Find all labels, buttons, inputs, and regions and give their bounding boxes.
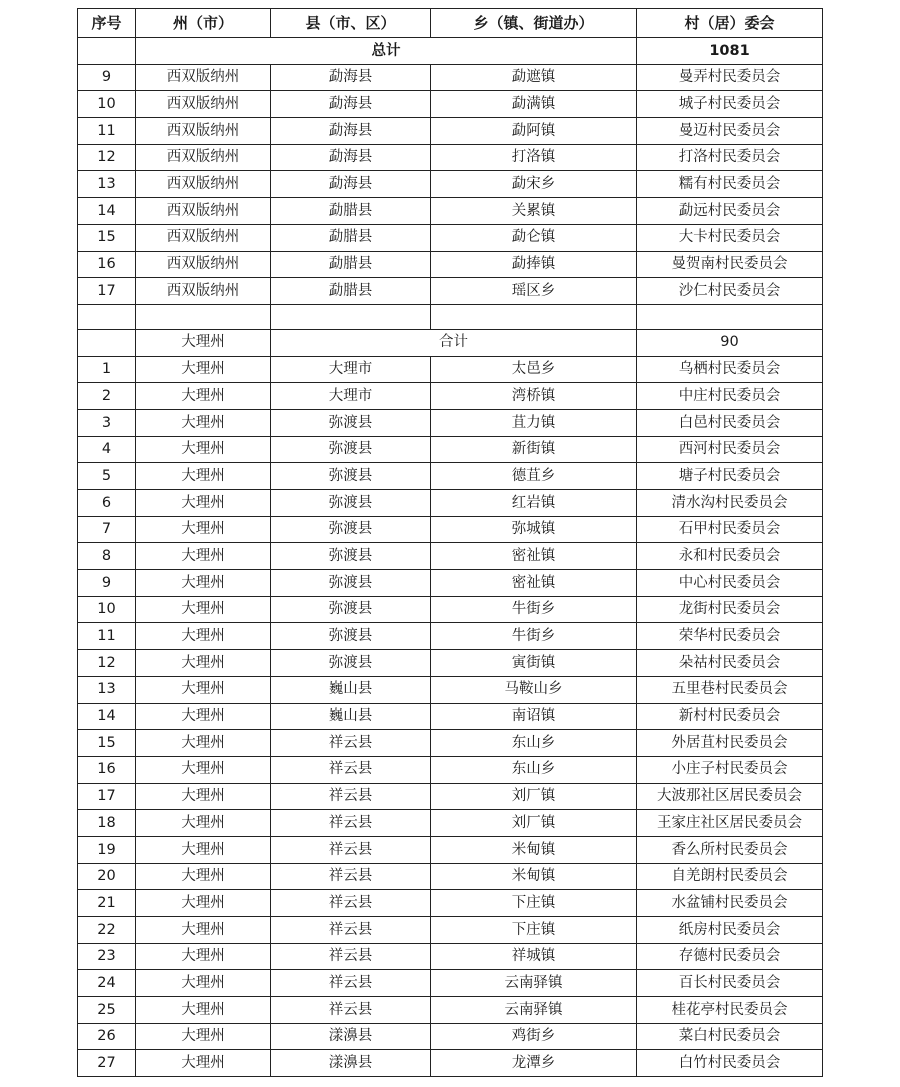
cell-county: 祥云县 (271, 836, 431, 863)
cell-township: 打洛镇 (431, 144, 637, 171)
cell-county: 祥云县 (271, 970, 431, 997)
cell-township: 新街镇 (431, 436, 637, 463)
cell-committee: 糯有村民委员会 (637, 171, 823, 198)
cell-prefecture: 大理州 (136, 703, 271, 730)
cell-prefecture: 大理州 (136, 409, 271, 436)
subtotal-value: 90 (637, 329, 823, 356)
cell-township: 鸡街乡 (431, 1023, 637, 1050)
cell-prefecture: 大理州 (136, 863, 271, 890)
table-row (78, 91, 823, 118)
cell-prefecture: 大理州 (136, 490, 271, 517)
table-row (78, 596, 823, 623)
cell-township: 勐遮镇 (431, 64, 637, 91)
table-row (78, 516, 823, 543)
table-row (78, 863, 823, 890)
table-row (78, 198, 823, 225)
cell-index: 9 (78, 570, 136, 597)
cell-committee: 打洛村民委员会 (637, 144, 823, 171)
cell-county: 大理市 (271, 356, 431, 383)
cell-index: 14 (78, 703, 136, 730)
table-row (78, 676, 823, 703)
table-row (78, 144, 823, 171)
cell-committee: 白邑村民委员会 (637, 409, 823, 436)
cell-committee: 小庄子村民委员会 (637, 756, 823, 783)
cell-prefecture: 大理州 (136, 836, 271, 863)
cell-index: 25 (78, 997, 136, 1024)
cell-committee: 朵祜村民委员会 (637, 650, 823, 677)
cell-index: 18 (78, 810, 136, 837)
cell-county: 勐海县 (271, 64, 431, 91)
grand-total-value: 1081 (637, 38, 823, 65)
cell-committee: 白竹村民委员会 (637, 1050, 823, 1077)
cell-index: 19 (78, 836, 136, 863)
cell-county: 弥渡县 (271, 596, 431, 623)
table-row (78, 436, 823, 463)
cell-committee: 纸房村民委员会 (637, 917, 823, 944)
table-row (78, 997, 823, 1024)
table-row (78, 356, 823, 383)
cell-committee: 百长村民委员会 (637, 970, 823, 997)
cell-county: 弥渡县 (271, 623, 431, 650)
blank-cell (431, 304, 637, 329)
cell-county: 勐海县 (271, 91, 431, 118)
cell-prefecture: 大理州 (136, 650, 271, 677)
table-row (78, 463, 823, 490)
cell-index: 11 (78, 623, 136, 650)
cell-index: 5 (78, 463, 136, 490)
header-county: 县（市、区） (271, 9, 431, 38)
cell-prefecture: 西双版纳州 (136, 198, 271, 225)
cell-index: 20 (78, 863, 136, 890)
cell-county: 大理市 (271, 383, 431, 410)
cell-prefecture: 大理州 (136, 516, 271, 543)
cell-township: 勐宋乡 (431, 171, 637, 198)
cell-township: 米甸镇 (431, 863, 637, 890)
cell-committee: 香么所村民委员会 (637, 836, 823, 863)
header-prefecture: 州（市） (136, 9, 271, 38)
cell-township: 祥城镇 (431, 943, 637, 970)
cell-index: 12 (78, 650, 136, 677)
cell-committee: 乌栖村民委员会 (637, 356, 823, 383)
cell-county: 勐腊县 (271, 224, 431, 251)
grand-total-row (78, 38, 823, 65)
cell-prefecture: 西双版纳州 (136, 278, 271, 305)
subtotal-label: 合计 (271, 329, 637, 356)
cell-county: 祥云县 (271, 756, 431, 783)
cell-county: 弥渡县 (271, 436, 431, 463)
cell-township: 密祉镇 (431, 543, 637, 570)
table-row (78, 756, 823, 783)
cell-prefecture: 大理州 (136, 783, 271, 810)
cell-committee: 永和村民委员会 (637, 543, 823, 570)
cell-township: 刘厂镇 (431, 783, 637, 810)
cell-township: 米甸镇 (431, 836, 637, 863)
cell-index: 12 (78, 144, 136, 171)
blank-cell (136, 304, 271, 329)
cell-prefecture: 大理州 (136, 917, 271, 944)
cell-prefecture: 西双版纳州 (136, 118, 271, 145)
cell-county: 勐海县 (271, 144, 431, 171)
blank-cell (78, 304, 136, 329)
cell-township: 龙潭乡 (431, 1050, 637, 1077)
cell-committee: 西河村民委员会 (637, 436, 823, 463)
cell-committee: 曼弄村民委员会 (637, 64, 823, 91)
cell-prefecture: 大理州 (136, 463, 271, 490)
cell-index: 6 (78, 490, 136, 517)
cell-index: 7 (78, 516, 136, 543)
cell-prefecture: 大理州 (136, 730, 271, 757)
table-row (78, 570, 823, 597)
cell-county: 勐海县 (271, 118, 431, 145)
cell-township: 牛街乡 (431, 623, 637, 650)
cell-township: 湾桥镇 (431, 383, 637, 410)
cell-prefecture: 大理州 (136, 756, 271, 783)
cell-county: 祥云县 (271, 863, 431, 890)
cell-committee: 新村村民委员会 (637, 703, 823, 730)
cell-index: 17 (78, 783, 136, 810)
cell-county: 漾濞县 (271, 1023, 431, 1050)
grand-total-label: 总计 (136, 38, 637, 65)
table-row (78, 836, 823, 863)
cell-township: 东山乡 (431, 730, 637, 757)
table-row (78, 64, 823, 91)
table-row (78, 409, 823, 436)
cell-index: 13 (78, 171, 136, 198)
cell-prefecture: 西双版纳州 (136, 91, 271, 118)
cell-county: 祥云县 (271, 730, 431, 757)
table-row (78, 278, 823, 305)
cell-county: 巍山县 (271, 703, 431, 730)
cell-township: 弥城镇 (431, 516, 637, 543)
table-row (78, 1050, 823, 1077)
cell-committee: 五里巷村民委员会 (637, 676, 823, 703)
table-row (78, 730, 823, 757)
cell-county: 勐腊县 (271, 251, 431, 278)
cell-index: 15 (78, 730, 136, 757)
cell-committee: 勐远村民委员会 (637, 198, 823, 225)
cell-committee: 菜白村民委员会 (637, 1023, 823, 1050)
cell-prefecture: 大理州 (136, 436, 271, 463)
table-body (78, 38, 823, 1077)
cell-index: 14 (78, 198, 136, 225)
cell-township: 马鞍山乡 (431, 676, 637, 703)
table-row (78, 917, 823, 944)
cell-prefecture: 大理州 (136, 356, 271, 383)
subtotal-prefecture: 大理州 (136, 329, 271, 356)
table-row (78, 118, 823, 145)
cell-index: 16 (78, 756, 136, 783)
cell-prefecture: 西双版纳州 (136, 64, 271, 91)
table-row (78, 890, 823, 917)
table-row (78, 490, 823, 517)
cell-index: 15 (78, 224, 136, 251)
cell-prefecture: 大理州 (136, 570, 271, 597)
cell-prefecture: 大理州 (136, 890, 271, 917)
cell-prefecture: 西双版纳州 (136, 171, 271, 198)
cell-county: 勐腊县 (271, 198, 431, 225)
cell-index: 23 (78, 943, 136, 970)
cell-prefecture: 大理州 (136, 543, 271, 570)
cell-township: 勐仑镇 (431, 224, 637, 251)
cell-prefecture: 大理州 (136, 970, 271, 997)
table-header (78, 9, 823, 38)
cell-prefecture: 大理州 (136, 810, 271, 837)
cell-committee: 水盆铺村民委员会 (637, 890, 823, 917)
cell-committee: 沙仁村民委员会 (637, 278, 823, 305)
header-committee: 村（居）委会 (637, 9, 823, 38)
cell-county: 弥渡县 (271, 409, 431, 436)
cell-committee: 石甲村民委员会 (637, 516, 823, 543)
header-row (78, 9, 823, 38)
cell-committee: 自羌朗村民委员会 (637, 863, 823, 890)
cell-township: 太邑乡 (431, 356, 637, 383)
cell-index: 24 (78, 970, 136, 997)
cell-index: 2 (78, 383, 136, 410)
table-row (78, 703, 823, 730)
cell-prefecture: 大理州 (136, 997, 271, 1024)
cell-committee: 曼贺南村民委员会 (637, 251, 823, 278)
cell-prefecture: 西双版纳州 (136, 251, 271, 278)
cell-index: 27 (78, 1050, 136, 1077)
subtotal-row (78, 329, 823, 356)
cell-prefecture: 大理州 (136, 1050, 271, 1077)
cell-prefecture: 大理州 (136, 943, 271, 970)
cell-prefecture: 大理州 (136, 676, 271, 703)
cell-township: 密祉镇 (431, 570, 637, 597)
cell-index: 3 (78, 409, 136, 436)
cell-index: 22 (78, 917, 136, 944)
cell-township: 牛街乡 (431, 596, 637, 623)
total-spacer (78, 38, 136, 65)
table-row (78, 623, 823, 650)
cell-committee: 清水沟村民委员会 (637, 490, 823, 517)
cell-township: 勐捧镇 (431, 251, 637, 278)
cell-index: 26 (78, 1023, 136, 1050)
cell-township: 云南驿镇 (431, 997, 637, 1024)
cell-township: 瑶区乡 (431, 278, 637, 305)
blank-separator-row (78, 304, 823, 329)
cell-prefecture: 西双版纳州 (136, 144, 271, 171)
table-row (78, 650, 823, 677)
cell-index: 1 (78, 356, 136, 383)
cell-township: 云南驿镇 (431, 970, 637, 997)
table-row (78, 943, 823, 970)
cell-township: 红岩镇 (431, 490, 637, 517)
cell-index: 8 (78, 543, 136, 570)
cell-committee: 中庄村民委员会 (637, 383, 823, 410)
table-row (78, 1023, 823, 1050)
cell-township: 关累镇 (431, 198, 637, 225)
header-index: 序号 (78, 9, 136, 38)
cell-township: 下庄镇 (431, 890, 637, 917)
village-committee-table (77, 8, 823, 1077)
cell-prefecture: 大理州 (136, 623, 271, 650)
cell-committee: 中心村民委员会 (637, 570, 823, 597)
cell-county: 祥云县 (271, 810, 431, 837)
cell-index: 21 (78, 890, 136, 917)
table-row (78, 970, 823, 997)
table-row (78, 543, 823, 570)
cell-county: 祥云县 (271, 943, 431, 970)
cell-county: 祥云县 (271, 890, 431, 917)
table-row (78, 224, 823, 251)
cell-prefecture: 大理州 (136, 383, 271, 410)
cell-committee: 大卡村民委员会 (637, 224, 823, 251)
blank-cell (271, 304, 431, 329)
cell-county: 弥渡县 (271, 650, 431, 677)
cell-county: 勐海县 (271, 171, 431, 198)
cell-county: 弥渡县 (271, 463, 431, 490)
table-row (78, 783, 823, 810)
cell-index: 10 (78, 91, 136, 118)
cell-township: 刘厂镇 (431, 810, 637, 837)
table-row (78, 251, 823, 278)
cell-county: 祥云县 (271, 917, 431, 944)
cell-county: 巍山县 (271, 676, 431, 703)
cell-index: 13 (78, 676, 136, 703)
cell-prefecture: 大理州 (136, 1023, 271, 1050)
cell-township: 东山乡 (431, 756, 637, 783)
table-row (78, 383, 823, 410)
cell-committee: 王家庄社区居民委员会 (637, 810, 823, 837)
table-row (78, 171, 823, 198)
cell-township: 下庄镇 (431, 917, 637, 944)
cell-committee: 城子村民委员会 (637, 91, 823, 118)
cell-county: 祥云县 (271, 783, 431, 810)
blank-cell (637, 304, 823, 329)
cell-township: 德苴乡 (431, 463, 637, 490)
cell-index: 10 (78, 596, 136, 623)
cell-township: 勐满镇 (431, 91, 637, 118)
cell-committee: 塘子村民委员会 (637, 463, 823, 490)
cell-index: 9 (78, 64, 136, 91)
cell-township: 寅街镇 (431, 650, 637, 677)
cell-committee: 龙街村民委员会 (637, 596, 823, 623)
cell-township: 南诏镇 (431, 703, 637, 730)
cell-index: 4 (78, 436, 136, 463)
cell-index: 16 (78, 251, 136, 278)
cell-committee: 外居苴村民委员会 (637, 730, 823, 757)
cell-county: 祥云县 (271, 997, 431, 1024)
header-township: 乡（镇、街道办） (431, 9, 637, 38)
cell-township: 苴力镇 (431, 409, 637, 436)
cell-index: 11 (78, 118, 136, 145)
cell-committee: 桂花亭村民委员会 (637, 997, 823, 1024)
cell-county: 弥渡县 (271, 570, 431, 597)
cell-index: 17 (78, 278, 136, 305)
cell-county: 弥渡县 (271, 543, 431, 570)
cell-committee: 大波那社区居民委员会 (637, 783, 823, 810)
cell-prefecture: 西双版纳州 (136, 224, 271, 251)
table-row (78, 810, 823, 837)
cell-committee: 曼迈村民委员会 (637, 118, 823, 145)
cell-committee: 存德村民委员会 (637, 943, 823, 970)
cell-prefecture: 大理州 (136, 596, 271, 623)
cell-county: 漾濞县 (271, 1050, 431, 1077)
cell-township: 勐阿镇 (431, 118, 637, 145)
cell-county: 弥渡县 (271, 516, 431, 543)
cell-county: 弥渡县 (271, 490, 431, 517)
cell-committee: 荣华村民委员会 (637, 623, 823, 650)
subtotal-spacer (78, 329, 136, 356)
cell-county: 勐腊县 (271, 278, 431, 305)
